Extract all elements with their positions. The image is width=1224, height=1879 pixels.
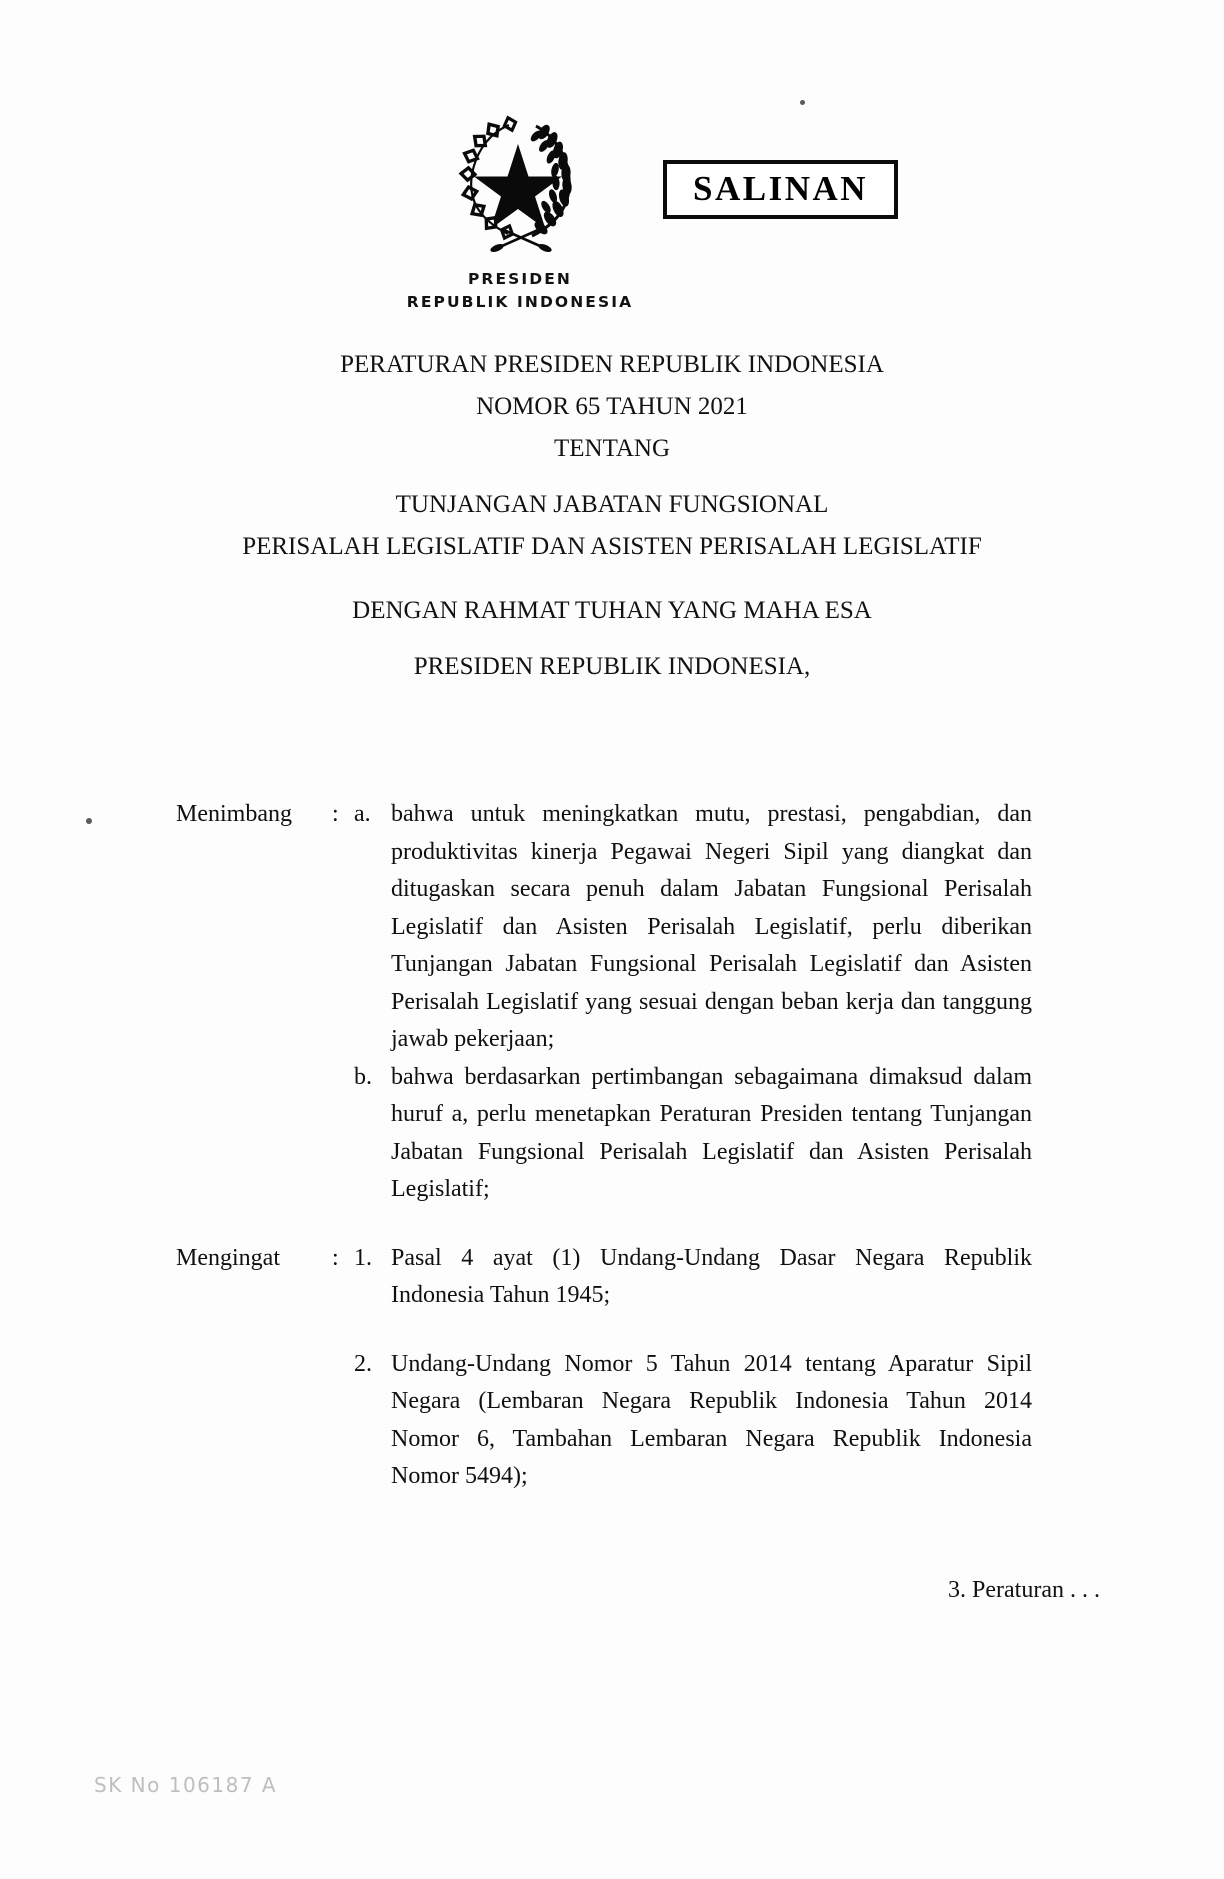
legal-basis-text-2: Undang-Undang Nomor 5 Tahun 2014 tentang Aparatur Sipil Negara (Lembaran Negara Republik Indonesia Tahun 2014 Nomor 6, Tambahan Lembaran Negara Republik Indonesia Nomor 5494); [391, 1350, 1032, 1489]
document-footer-code: SK No 106187 A [94, 1773, 278, 1797]
regulation-number: NOMOR 65 TAHUN 2021 [476, 393, 748, 420]
document-body [0, 796, 1224, 1496]
institution-line-president: PRESIDEN [467, 270, 573, 288]
considerans-text-a: bahwa untuk meningkatkan mutu, prestasi, pengabdian, dan produktivitas kinerja Pegawai Negeri Sipil yang diangkat dan ditugaskan secara penuh dalam Jabatan Fungsional Perisalah Legislatif dan Asisten Perisalah Legislatif, perlu diberikan Tunjangan Jabatan Fungsional Perisalah Legislatif dan Asisten Perisalah Legislatif yang sesuai dengan beban kerja dan tanggung jawab pekerjaan; [391, 801, 1032, 1052]
subject-line-1: TUNJANGAN JABATAN FUNGSIONAL [395, 491, 829, 518]
salinan-stamp-label: SALINAN [693, 169, 869, 208]
regulation-type-title: PERATURAN PRESIDEN REPUBLIK INDONESIA [340, 351, 884, 378]
document-header [0, 108, 1224, 338]
institution-line-republic: REPUBLIK INDONESIA [406, 293, 634, 312]
legal-basis-clause-2 [0, 1346, 1224, 1496]
legal-basis-marker-2: 2. [354, 1350, 372, 1377]
considerans-clause-a [0, 796, 1224, 1059]
legal-basis-clause-1 [0, 1240, 1224, 1315]
subject-line-2: PERISALAH LEGISLATIF DAN ASISTEN PERISALAH LEGISLATIF [242, 533, 982, 560]
considerans-clause-b [0, 1059, 1224, 1209]
salinan-stamp [663, 160, 898, 219]
legal-basis-label: Mengingat [176, 1244, 280, 1271]
considerans-label: Menimbang [176, 801, 292, 827]
invocation-line: DENGAN RAHMAT TUHAN YANG MAHA ESA [352, 597, 872, 624]
institution-caption [330, 268, 710, 315]
considerans-colon: : [332, 801, 339, 827]
legal-basis-colon: : [332, 1244, 339, 1271]
considerans-text-b: bahwa berdasarkan pertimbangan sebagaimana dimaksud dalam huruf a, perlu menetapkan Peraturan Presiden tentang Tunjangan Jabatan Fungsional Perisalah Legislatif dan Asisten Perisalah Legislatif; [391, 1063, 1032, 1202]
about-label: TENTANG [553, 435, 671, 462]
garuda-star-wreath-emblem-icon [448, 108, 588, 256]
considerans-marker-b: b. [354, 1063, 372, 1090]
considerans-marker-a: a. [354, 801, 371, 827]
scan-speck-top [800, 100, 805, 105]
legal-basis-text-1: Pasal 4 ayat (1) Undang-Undang Dasar Negara Republik Indonesia Tahun 1945; [391, 1244, 1032, 1308]
page-continuation-marker: 3. Peraturan . . . [948, 1577, 1100, 1603]
legal-basis-marker-1: 1. [354, 1244, 372, 1271]
authority-line: PRESIDEN REPUBLIK INDONESIA, [413, 653, 811, 680]
title-block [132, 352, 1092, 679]
